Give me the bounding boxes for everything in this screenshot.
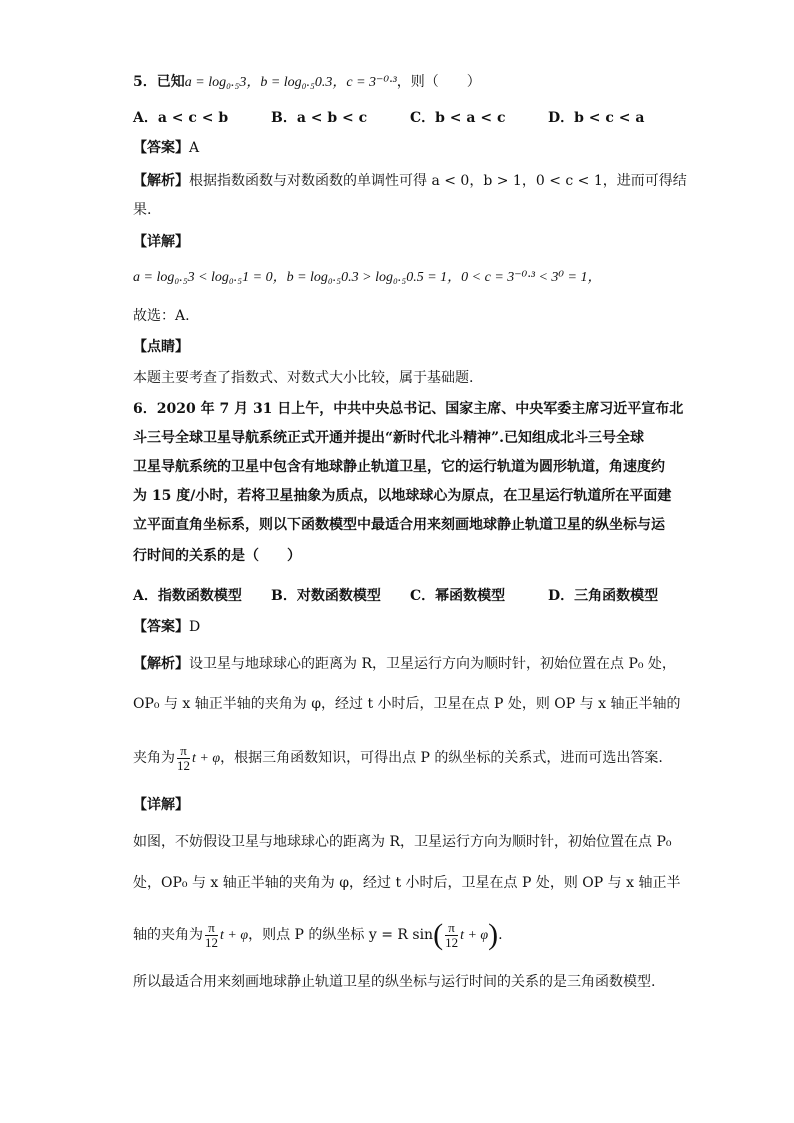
q5-detail-math: a = log₀.₅3 < log₀.₅1 = 0，b = log₀.₅0.3 > log₀.₅0.5 = 1，0 < c = 3⁻⁰·³ < 3⁰ = 1， bbox=[133, 270, 602, 285]
q6-stem-line: 斗三号全球卫星导航系统正式开通并提出“新时代北斗精神”.已知组成北斗三号全球 bbox=[133, 430, 644, 446]
q6-answer-value: D bbox=[189, 619, 201, 635]
q6-detail-line3-pre: 轴的夹角为 bbox=[133, 927, 203, 943]
q6-option-a: A．指数函数模型 bbox=[133, 588, 242, 604]
q5-analysis-label: 【解析】 bbox=[133, 173, 189, 189]
q6-detail-line2: 处，OP₀ 与 x 轴正半轴的夹角为 φ，经过 t 小时后，卫星在点 P 处，则 OP 与 x 轴正半 bbox=[133, 875, 681, 891]
q6-stem-line: 立平面直角坐标系，则以下函数模型中最适合用来刻画地球静止轨道卫星的纵坐标与运 bbox=[133, 517, 665, 533]
fraction-denominator: 12 bbox=[445, 934, 459, 950]
q5-conclusion: 故选：A. bbox=[133, 308, 190, 324]
q6-analysis-line3 bbox=[133, 740, 663, 777]
q6-detail-line3-mid: ，则点 P 的纵坐标 y = R sin bbox=[248, 927, 434, 943]
q6-answer-label: 【答案】 bbox=[133, 619, 189, 635]
q5-option-c: C．b < a < c bbox=[410, 110, 506, 126]
fraction-tail: t + φ bbox=[220, 928, 249, 943]
fraction-denominator: 12 bbox=[205, 934, 218, 950]
q6-option-d: D．三角函数模型 bbox=[548, 588, 659, 604]
q5-detail-label: 【详解】 bbox=[133, 234, 189, 250]
q5-stem bbox=[133, 72, 481, 93]
q6-detail-label: 【详解】 bbox=[133, 797, 189, 813]
q6-stem-line: 卫星导航系统的卫星中包含有地球静止轨道卫星，它的运行轨道为圆形轨道，角速度约 bbox=[133, 459, 665, 475]
q6-detail-line3-end: . bbox=[498, 927, 503, 943]
q6-analysis-line3-post: ，根据三角函数知识，可得出点 P 的纵坐标的关系式，进而可选出答案. bbox=[220, 750, 663, 766]
q6-answer bbox=[133, 617, 200, 637]
q6-conclusion: 所以最适合用来刻画地球静止轨道卫星的纵坐标与运行时间的关系的是三角函数模型. bbox=[133, 974, 656, 990]
q5-comment-label: 【点睛】 bbox=[133, 339, 189, 355]
q5-stem-prefix: 5．已知 bbox=[133, 74, 185, 90]
q5-stem-suffix: ，则（ ） bbox=[396, 74, 481, 90]
fraction-numerator: π bbox=[177, 744, 190, 759]
q5-answer bbox=[133, 138, 199, 158]
fraction-denominator: 12 bbox=[177, 757, 190, 773]
q6-option-c: C．幂函数模型 bbox=[410, 588, 506, 604]
fraction-tail: t + φ bbox=[460, 928, 489, 943]
fraction-numerator: π bbox=[445, 921, 458, 936]
q6-option-b: B．对数函数模型 bbox=[271, 588, 381, 604]
q5-option-a: A．a < c < b bbox=[133, 110, 229, 126]
right-paren: ) bbox=[488, 918, 499, 951]
q6-detail-line3 bbox=[133, 917, 503, 954]
q5-comment: 本题主要考查了指数式、对数式大小比较，属于基础题. bbox=[133, 370, 474, 386]
fraction-pi-over-12 bbox=[205, 921, 218, 950]
q6-detail-line1: 如图，不妨假设卫星与地球球心的距离为 R，卫星运行方向为顺时针，初始位置在点 P₀ bbox=[133, 834, 672, 850]
q6-stem-line: 6．2020 年 7 月 31 日上午，中共中央总书记、国家主席、中央军委主席习近平宣布北 bbox=[133, 401, 684, 417]
left-paren: ( bbox=[433, 918, 444, 951]
q5-answer-value: A bbox=[189, 140, 200, 156]
q5-analysis-line2: 果. bbox=[133, 202, 152, 218]
q6-analysis-line1: 设卫星与地球球心的距离为 R，卫星运行方向为顺时针，初始位置在点 P₀ 处， bbox=[189, 656, 676, 672]
q6-analysis-line2: OP₀ 与 x 轴正半轴的夹角为 φ，经过 t 小时后，卫星在点 P 处，则 OP 与 x 轴正半轴的 bbox=[133, 696, 681, 712]
q5-answer-label: 【答案】 bbox=[133, 140, 189, 156]
fraction-tail: t + φ bbox=[192, 751, 221, 766]
q6-stem-line: 为 15 度/小时，若将卫星抽象为质点，以地球球心为原点，在卫星运行轨道所在平面建 bbox=[133, 488, 672, 504]
q5-option-d: D．b < c < a bbox=[548, 110, 645, 126]
q5-analysis-line1: 根据指数函数与对数函数的单调性可得 a < 0，b > 1，0 < c < 1，进而可得结 bbox=[189, 173, 687, 189]
q6-stem-line: 行时间的关系的是（ ） bbox=[133, 548, 301, 564]
q5-option-b: B．a < b < c bbox=[271, 110, 368, 126]
q6-analysis-label: 【解析】 bbox=[133, 656, 189, 672]
fraction-pi-over-12 bbox=[177, 744, 190, 773]
q6-analysis bbox=[133, 654, 676, 674]
q5-stem-math: a = log₀.₅3，b = log₀.₅0.3，c = 3⁻⁰·³ bbox=[184, 75, 397, 90]
q5-analysis bbox=[133, 171, 687, 191]
q6-analysis-line3-pre: 夹角为 bbox=[133, 750, 175, 766]
fraction-numerator: π bbox=[205, 921, 218, 936]
fraction-pi-over-12 bbox=[445, 921, 458, 950]
